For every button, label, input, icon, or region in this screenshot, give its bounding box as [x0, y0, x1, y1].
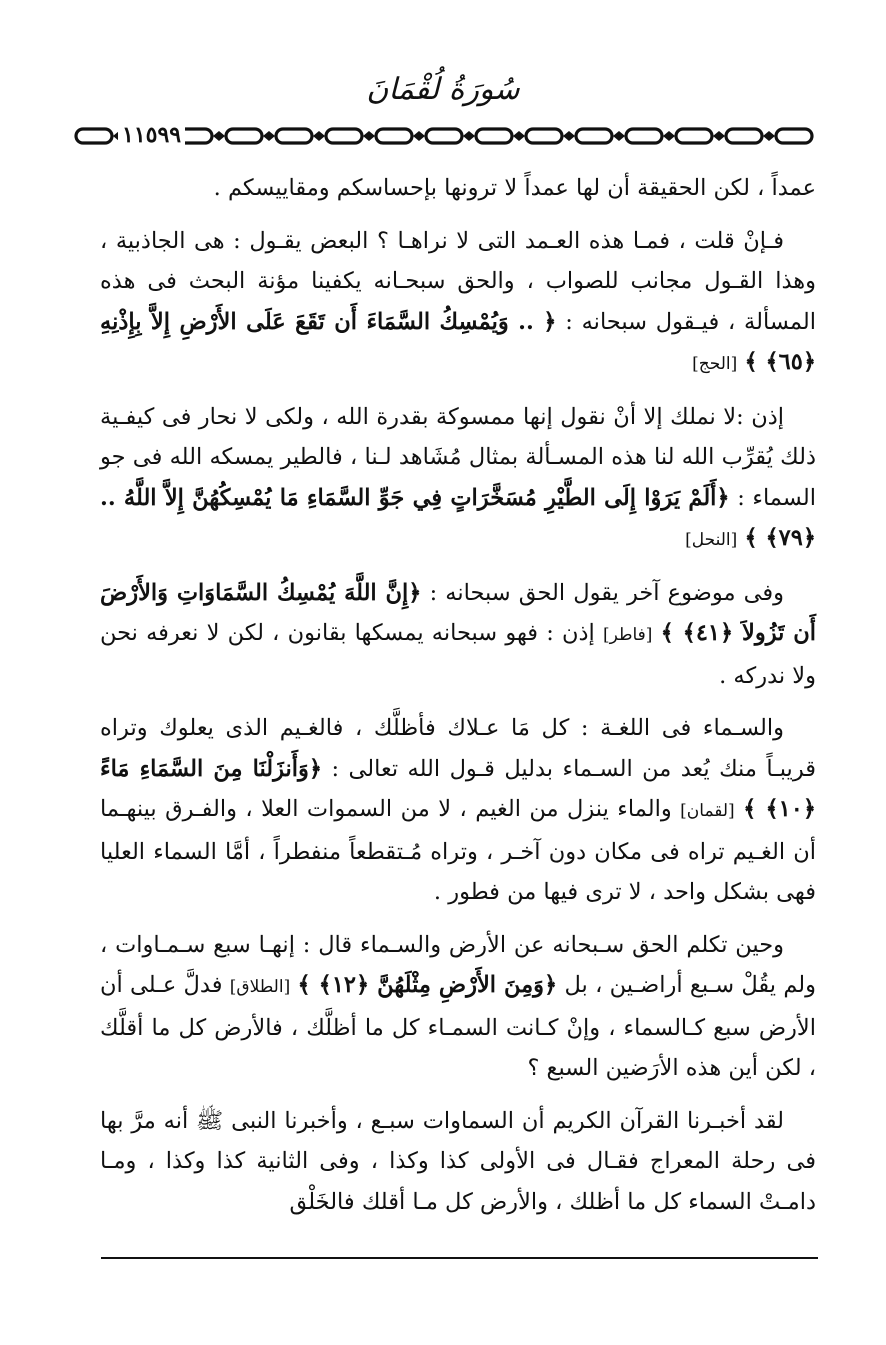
paragraph-text: لقد أخبـرنا القرآن الكريم أن السماوات سبـع ، وأخبرنا النبى ﷺ أنه مرَّ بها فى رحلة المعراج فقـال فى الأولى كذا وكذا ، وفى الثانية كذا وكذا ، ومـا دامـتْ السماء كل ما أظلك ، والأرض كل مـا أقلك فالخَلْق	[100, 1107, 816, 1215]
paragraph-text: فـإنْ قلت ، فمـا هذه العـمد التى لا نراهـا ؟ البعض يقـول : هى الجاذبية ، وهذا القـول مجانب للصواب ، والحق سبحـانه يكفينا مؤنة البحث فى هذه المسألة ، فيـقول سبحانه :	[100, 227, 817, 335]
quran-verse: ﴿أَلَمْ يَرَوْا إِلَى الطَّيْرِ مُسَخَّرَاتٍ فِي جَوِّ السَّمَاءِ مَا يُمْسِكُهُنَّ إِلاَّ اللَّهُ ..﴿٧٩﴾ ﴾	[100, 484, 816, 551]
paragraph-text-continued: فدلَّ عـلى أن الأرض سبع كـالسماء ، وإنْ كـانت السمـاء كل ما أظلَّك ، فالأرض كل ما أقلَّك ، لكن أين هذه الأرَضين السبع ؟	[100, 972, 816, 1081]
chain-ornament-icon	[74, 120, 844, 152]
surah-reference: [النحل]	[685, 530, 738, 550]
surah-reference: [لقمان]	[680, 801, 735, 821]
quran-verse: ﴿إِنَّ اللَّهَ يُمْسِكُ السَّمَاوَاتِ وَالأَرْضَ أَن تَزُولاَ ﴿٤١﴾ ﴾	[100, 579, 817, 646]
footer-rule	[101, 1257, 818, 1259]
surah-reference: [الحج]	[692, 354, 738, 374]
quran-verse: ﴿ .. وَيُمْسِكُ السَّمَاءَ أَن تَقَعَ عَلَى الأَرْضِ إِلاَّ بِإِذْنِهِ ﴿٦٥﴾ ﴾	[100, 308, 816, 375]
paragraph-7	[100, 1101, 816, 1223]
quran-verse: ﴿وَمِنَ الأَرْضِ مِثْلَهُنَّ ﴿١٢﴾ ﴾	[297, 972, 558, 998]
paragraph-text-continued: إذن : فهو سبحانه يمسكها بقانون ، لكن لا نعرفه نحن ولا ندركه .	[100, 620, 816, 689]
surah-reference: [الطلاق]	[229, 977, 291, 997]
paragraph-text: والسـماء فى اللغـة : كل مَا عـلاك فأظلَّك ، فالغـيم الذى يعلوك وتراه قريبـاً منك يُعد من السـماء بدليل قـول الله تعالى :	[100, 715, 816, 782]
quran-verse: ﴿وَأَنزَلْنَا مِنَ السَّمَاءِ مَاءً ﴿١٠﴾ ﴾	[100, 755, 817, 822]
paragraph-4	[100, 573, 816, 697]
paragraph-2	[100, 221, 816, 385]
paragraph-1	[100, 168, 816, 209]
surah-reference: [فاطر]	[602, 625, 653, 645]
paragraph-5	[100, 708, 816, 913]
paragraph-text: إذن :لا نملك إلا أنْ نقول إنها ممسوكة بقدرة الله ، ولكى لا نحار فى كيفـية ذلك يُقرِّب الله لنا هذه المسـألة بمثال مُشَاهد لـنا ، فالطير يمسكه الله فى جو السماء :	[100, 403, 816, 511]
paragraph-3	[100, 397, 816, 561]
page-number: ١١٥٩٩	[118, 121, 185, 149]
paragraph-text: وحين تكلم الحق سـبحانه عن الأرض والسـماء قال : إنهـا سبع سـمـاوات ، ولم يقُلْ سـبع أراضـين ، بل	[100, 931, 817, 998]
paragraph-text-continued: والماء ينزل من الغيم ، لا من السموات العلا ، والفـرق بينهـما أن الغـيم تراه فى مكان دون آخـر ، وتراه مُـتقطعاً منفطراً ، أمَّا السماء العليا فهى بشكل واحد ، لا ترى فيها من فطور .	[100, 796, 816, 905]
decorative-header-border	[74, 120, 844, 152]
paragraph-6	[100, 925, 816, 1089]
paragraph-text: وفى موضوع آخر يقول الحق سبحانه :	[421, 579, 785, 606]
page-body	[100, 168, 816, 1234]
paragraph-text: عمداً ، لكن الحقيقة أن لها عمداً لا ترونها بإحساسكم ومقاييسكم .	[213, 175, 816, 201]
surah-title: سُورَةُ لُقْمَانَ	[366, 72, 520, 107]
